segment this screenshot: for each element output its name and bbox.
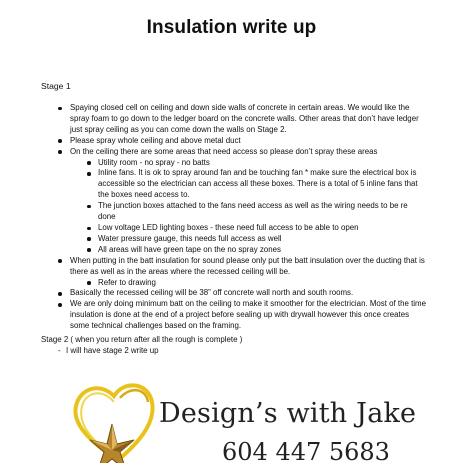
list-item: We are only doing minimum batt on the ceiling to make it smoother for the electrician. Most of the time insulation is done at the end of a project before sealing up with drywall however this once creates some technical challenges based on the framing. [57,299,427,332]
sub-list-item: The junction boxes attached to the fans need access as well as the wiring needs to be re done [70,201,427,223]
stage2-section [41,335,421,357]
sub-list-item: Inline fans. It is ok to spray around fan and be touching fan * make sure the electrical box is accessible so the electrician can access all these boxes. There is a total of 5 inline fans that the boxes need access to. [70,168,427,201]
list-item: Spaying closed cell on ceiling and down side walls of concrete in certain areas. We would like the spray foam to go down to the ledger board on the concrete walls. Other areas that don’t have ledger just spray ceiling as you can come down the walls on Stage 2. [57,103,427,136]
sub-list-item: Refer to drawing [70,278,427,289]
logo-text: Design’s with Jake [159,398,417,429]
stage2-item: - I will have stage 2 write up [41,346,421,357]
batt-sublist [70,278,427,289]
list-item: Basically the recessed ceiling will be 38” off concrete wall north and south rooms. [57,288,427,299]
sub-list-item: Low voltage LED lighting boxes - these need full access to be able to open [70,223,427,234]
sub-list-item: Water pressure gauge, this needs full access as well [70,234,427,245]
stage1-label: Stage 1 [41,81,71,91]
document-title: Insulation write up [146,17,317,38]
list-item: When putting in the batt insulation for sound please only put the batt insulation over the ducting that is there as well as in the areas where the recessed ceiling will be. Refer to drawing [57,256,427,289]
list-item: On the ceiling there are some areas that need access so please don’t spray these areas Utility room - no spray - no batts Inline fans. It is ok to spray around fan and be touching fan * make sure the electrical box is accessible so the electrician can access all these boxes. There is a total of 5 inline fans that the boxes need access to. The junction boxes attached to the fans need access as well as the wiring needs to be re done Low voltage LED lighting boxes - these need full access to be able to open Water pressure gauge, this needs full access as well All areas will have green tape on the no spray zones [57,147,427,256]
company-logo [70,372,463,466]
sub-list-item: All areas will have green tape on the no spray zones [70,245,427,256]
stage2-label: Stage 2 ( when you return after all the rough is complete ) [41,335,243,344]
sub-list-item: Utility room - no spray - no batts [70,158,427,169]
list-item: Please spray whole ceiling and above metal duct [57,136,427,147]
logo-phone: 604 447 5683 [222,438,390,466]
access-areas-sublist [70,158,427,256]
stage1-list [57,103,427,332]
